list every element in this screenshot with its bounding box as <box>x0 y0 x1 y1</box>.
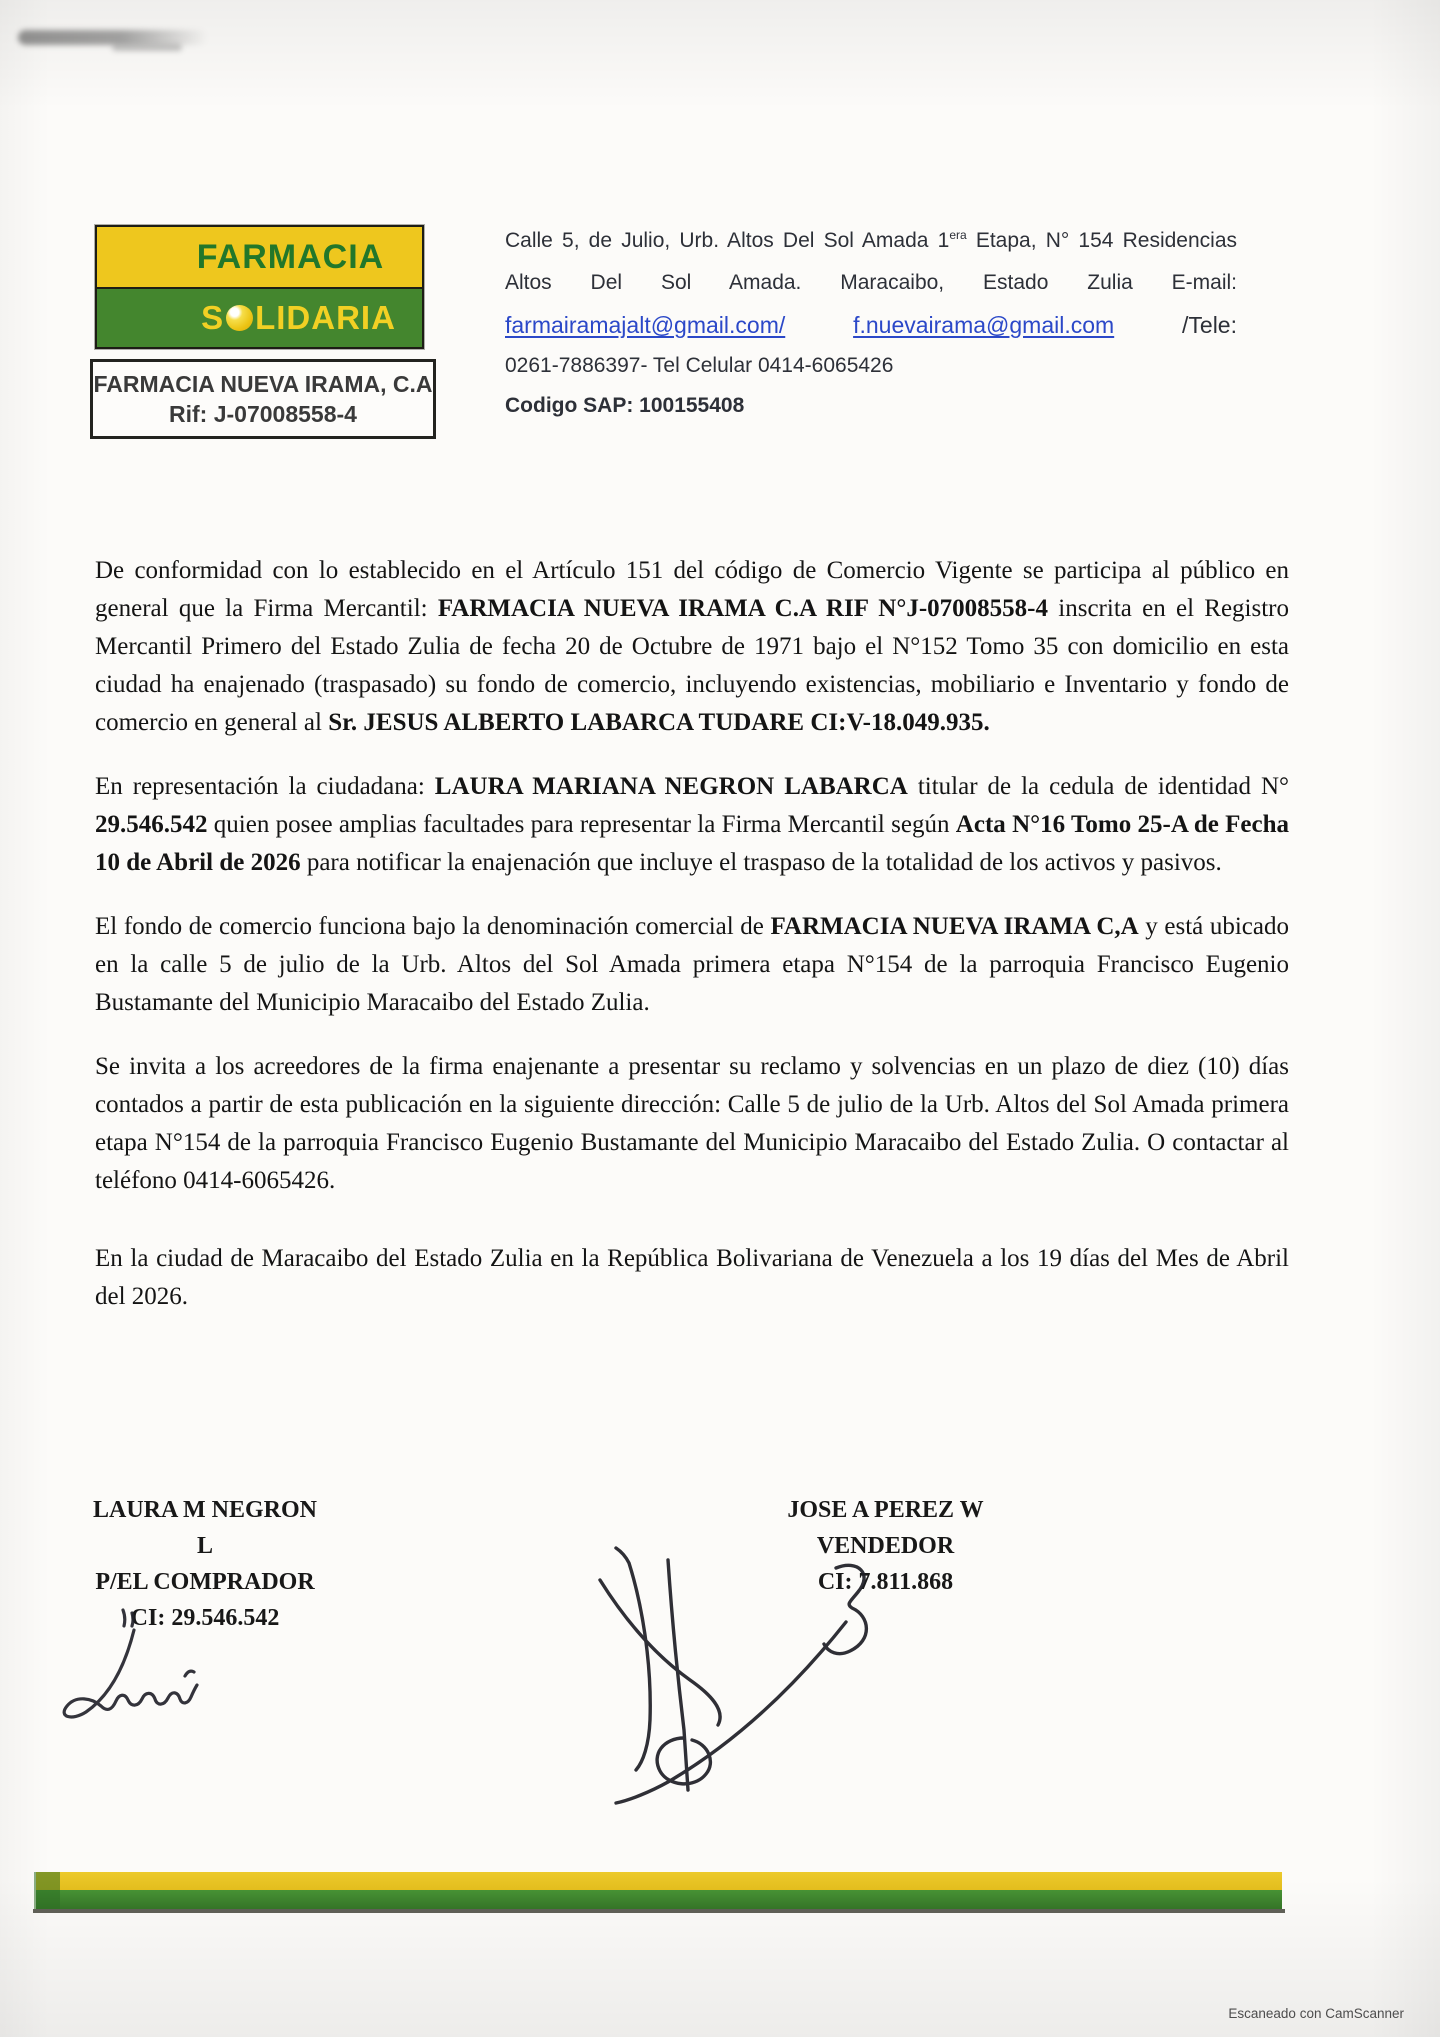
paragraph-conformidad: De conformidad con lo establecido en el Artículo 151 del código de Comercio Vigente se participa al público en general que la Firma Mercantil: FARMACIA NUEVA IRAMA C.A RIF N°J-07008558-4 inscrita en el Registro Mercantil Primero del Estado Zulia de fecha 20 de Octubre de 1971 bajo el N°152 Tomo 35 con domicilio en esta ciudad ha enajenado (traspasado) su fondo de comercio, incluyendo existencias, mobiliario e Inventario y fondo de comercio en general al Sr. JESUS ALBERTO LABARCA TUDARE CI:V-18.049.935. <box>95 557 1289 736</box>
logo-farmacia-text: FARMACIA <box>196 237 385 276</box>
buyer-name: LAURA M NEGRON L <box>92 1497 317 1559</box>
tele-label: /Tele: <box>1182 312 1237 338</box>
seller-name: JOSE A PEREZ W <box>787 1497 984 1523</box>
solidaria-o-pill-icon <box>226 305 253 331</box>
paragraph-fondo-comercio: El fondo de comercio funciona bajo la denominación comercial de FARMACIA NUEVA IRAMA C,A y está ubicado en la calle 5 de julio de la Urb. Altos del Sol Amada primera etapa N°154 de la parroquia Francisco Eugenio Bustamante del Municipio Maracaibo del Estado Zulia. <box>95 913 1289 1016</box>
address-line-1: Calle 5, de Julio, Urb. Altos Del Sol Amada $1^{era}$ Etapa, N° 154 Residencias <box>505 228 1237 252</box>
footer-brand-bar <box>36 1872 1282 1913</box>
email-line <box>505 304 1237 346</box>
company-rif: Rif: J-07008558-4 <box>169 400 357 427</box>
email-link-2[interactable]: f.nuevairama@gmail.com <box>853 312 1115 338</box>
footer-bar-green-stripe <box>36 1890 1282 1909</box>
buyer-ci: CI: 29.546.542 <box>130 1605 280 1631</box>
seller-signature-block <box>768 1492 1003 1600</box>
legal-notice-body <box>95 552 1289 1342</box>
company-rif-box <box>90 359 436 439</box>
buyer-role: P/EL COMPRADOR <box>95 1569 315 1595</box>
address-line-2: Altos Del Sol Amada. Maracaibo, Estado Zulia E-mail: <box>505 271 1237 294</box>
company-name: FARMACIA NUEVA IRAMA, C.A <box>93 370 433 397</box>
paragraph-fecha-ciudad: En la ciudad de Maracaibo del Estado Zulia en la República Bolivariana de Venezuela a los 19 días del Mes de Abril del 2026. <box>95 1245 1289 1310</box>
footer-bar-shadow <box>33 1909 1285 1913</box>
sap-code-line: Codigo SAP: 100155408 <box>505 394 745 417</box>
paragraph-representacion: En representación la ciudadana: LAURA MARIANA NEGRON LABARCA titular de la cedula de identidad N° 29.546.542 quien posee amplias facultades para representar la Firma Mercantil según Acta N°16 Tomo 25-A de Fecha 10 de Abril de 2026 para notificar la enajenación que incluye el traspaso de la totalidad de los activos y pasivos. <box>95 773 1289 876</box>
paragraph-acreedores: Se invita a los acreedores de la firma enajenante a presentar su reclamo y solvencias en un plazo de diez (10) días contados a partir de esta publicación en la siguiente dirección: Calle 5 de julio de la Urb. Altos del Sol Amada primera etapa N°154 de la parroquia Francisco Eugenio Bustamante del Municipio Maracaibo del Estado Zulia. O contactar al teléfono 0414-6065426. <box>95 1053 1289 1194</box>
logo-solidaria-s: S <box>201 299 225 336</box>
contact-block <box>505 214 1237 426</box>
address-superscript: era <box>949 228 967 242</box>
logo-solidaria-text <box>201 299 396 337</box>
email-link-1[interactable]: farmairamajalt@gmail.com/ <box>505 312 786 338</box>
logo-yellow-band <box>97 227 422 287</box>
pharmacy-logo <box>95 225 424 349</box>
footer-bar-yellow-stripe <box>36 1872 1282 1890</box>
logo-green-band <box>97 287 422 347</box>
buyer-signature-block <box>90 1492 320 1636</box>
seller-role: VENDEDOR <box>816 1533 955 1559</box>
scan-smudge-artifact-small <box>112 44 182 51</box>
logo-solidaria-rest: LIDARIA <box>255 299 396 336</box>
camscanner-watermark: Escaneado con CamScanner <box>1228 2006 1404 2021</box>
seller-ci: CI: 7.811.868 <box>817 1569 954 1595</box>
scan-smudge-artifact <box>18 30 208 45</box>
phone-line: 0261-7886397- Tel Celular 0414-6065426 <box>505 354 894 377</box>
footer-bar-left-cap <box>34 1872 60 1909</box>
